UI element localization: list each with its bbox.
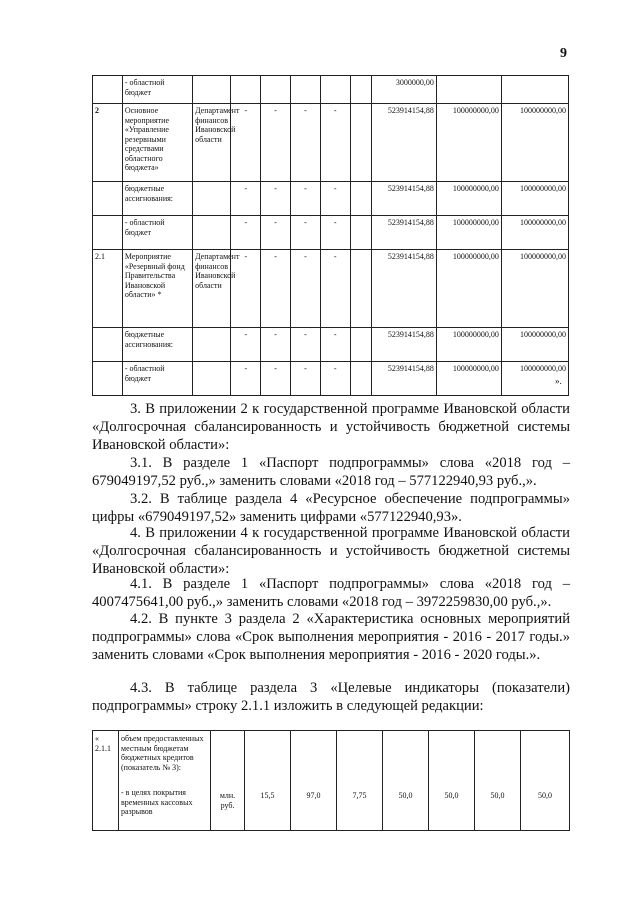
value-2018: 523914154,88 [371, 104, 436, 182]
indicator-unit: млн. руб. [211, 731, 245, 831]
indicator-name-cell [119, 731, 211, 831]
indicator-value: 97,0 [291, 731, 337, 831]
row-dash: - [291, 182, 321, 216]
row-dash: - [291, 250, 321, 328]
paragraph-4-3-text: 4.3. В таблице раздела 3 «Целевые индикаторы (показатели) подпрограммы» строку 2.1.1 изложить в следующей редакции: [92, 680, 570, 714]
row-number [93, 362, 123, 396]
value-2020: 100000000,00 [501, 362, 568, 396]
table-row [93, 362, 569, 396]
indicator-table [92, 730, 570, 831]
value-2020: 100000000,00 [501, 182, 568, 216]
indicator-value: 15,5 [245, 731, 291, 831]
indicator-value: 50,0 [521, 731, 570, 831]
value-2019: 100000000,00 [436, 250, 501, 328]
row-dash: - [320, 104, 350, 182]
value-2019: 100000000,00 [436, 328, 501, 362]
value-2018: 523914154,88 [371, 182, 436, 216]
row-dash: - [261, 250, 291, 328]
row-blank [350, 104, 371, 182]
value-2018: 523914154,88 [371, 362, 436, 396]
paragraph-3-1-text: 3.1. В разделе 1 «Паспорт подпрограммы» слова «2018 год – 679049197,52 руб.,» заменить словами «2018 год – 577122940,93 руб.,». [92, 455, 570, 489]
paragraph-4-1-text: 4.1. В разделе 1 «Паспорт подпрограммы» слова «2018 год – 4007475641,00 руб.,» заменить словами «2018 год – 3972259830,00 руб.,». [92, 576, 570, 610]
value-2020: 100000000,00 [501, 104, 568, 182]
paragraph-4-3 [92, 679, 570, 715]
row-dash: - [231, 182, 261, 216]
row-dash: - [291, 104, 321, 182]
row-number [93, 182, 123, 216]
row-dash: - [320, 250, 350, 328]
row-name: - областной бюджет [122, 362, 192, 396]
row-number: 2.1 [93, 250, 123, 328]
paragraph-4-text: 4. В приложении 4 к государственной программе Ивановской области «Долгосрочная сбалансированность и устойчивость бюджетной системы Ивановской области»: [92, 525, 570, 577]
indicator-name: объем предоставленных местным бюджетам бюджетных кредитов (показатель № 3): [121, 734, 204, 772]
row-dash: - [231, 104, 261, 182]
row-number [93, 76, 123, 104]
paragraph-3 [92, 400, 570, 454]
row-name: бюджетные ассигнования: [122, 328, 192, 362]
resource-table [92, 75, 569, 396]
table-closing-mark: ». [555, 376, 562, 386]
indicator-value: 7,75 [337, 731, 383, 831]
table-row [93, 216, 569, 250]
value-2019: 100000000,00 [436, 362, 501, 396]
row-blank [350, 76, 371, 104]
value-2020 [501, 76, 568, 104]
row-dash [291, 76, 321, 104]
row-dash [261, 76, 291, 104]
row-number: 2 [93, 104, 123, 182]
row-dash: - [231, 328, 261, 362]
value-2019: 100000000,00 [436, 182, 501, 216]
row-dash: - [320, 328, 350, 362]
row-executor [193, 362, 231, 396]
value-2019 [436, 76, 501, 104]
row-dash: - [231, 250, 261, 328]
row-dash: - [320, 182, 350, 216]
row-dash [231, 76, 261, 104]
value-2018: 3000000,00 [371, 76, 436, 104]
table-row [93, 328, 569, 362]
indicator-sub-name: - в целях покрытия временных кассовых разрывов [121, 788, 193, 816]
value-2019: 100000000,00 [436, 104, 501, 182]
paragraph-4-2 [92, 610, 570, 664]
row-name: Основное мероприятие «Управление резервными средствами областного бюджета» [122, 104, 192, 182]
value-2018: 523914154,88 [371, 328, 436, 362]
table-row [93, 731, 570, 831]
row-name: бюджетные ассигнования: [122, 182, 192, 216]
row-executor: Департамент финансов Ивановской области [193, 104, 231, 182]
indicator-value: 50,0 [475, 731, 521, 831]
row-dash: - [320, 216, 350, 250]
paragraph-3-2 [92, 490, 570, 526]
row-dash: - [291, 362, 321, 396]
row-dash: - [291, 216, 321, 250]
row-dash: - [231, 216, 261, 250]
row-number [93, 216, 123, 250]
value-2020: 100000000,00 [501, 328, 568, 362]
row-name: - областной бюджет [122, 216, 192, 250]
row-blank [350, 250, 371, 328]
row-dash: - [261, 182, 291, 216]
row-blank [350, 182, 371, 216]
row-dash: - [320, 362, 350, 396]
row-blank [350, 328, 371, 362]
paragraph-4 [92, 524, 570, 578]
row-number [93, 328, 123, 362]
indicator-value: 50,0 [383, 731, 429, 831]
row-dash: - [261, 362, 291, 396]
page-number: 9 [560, 46, 567, 61]
row-dash: - [261, 216, 291, 250]
paragraph-4-1 [92, 575, 570, 611]
value-2019: 100000000,00 [436, 216, 501, 250]
value-2018: 523914154,88 [371, 250, 436, 328]
row-executor [193, 216, 231, 250]
row-blank [350, 362, 371, 396]
row-dash: - [231, 362, 261, 396]
value-2018: 523914154,88 [371, 216, 436, 250]
table-row [93, 104, 569, 182]
indicator-number: « 2.1.1 [93, 731, 119, 831]
value-2020: 100000000,00 [501, 250, 568, 328]
paragraph-3-text: 3. В приложении 2 к государственной программе Ивановской области «Долгосрочная сбалансированность и устойчивость бюджетной системы Ивановской области»: [92, 401, 570, 453]
row-executor [193, 76, 231, 104]
table-row [93, 182, 569, 216]
row-name: Мероприятие «Резервный фонд Правительства Ивановской области» * [122, 250, 192, 328]
row-name: - областной бюджет [122, 76, 192, 104]
table-row [93, 76, 569, 104]
row-executor [193, 328, 231, 362]
row-dash: - [261, 104, 291, 182]
paragraph-3-1 [92, 454, 570, 490]
table-row [93, 250, 569, 328]
row-dash [320, 76, 350, 104]
row-dash: - [291, 328, 321, 362]
row-executor: Департамент финансов Ивановской области [193, 250, 231, 328]
paragraph-3-2-text: 3.2. В таблице раздела 4 «Ресурсное обеспечение подпрограммы» цифры «679049197,52» заменить цифрами «577122940,93». [92, 491, 570, 525]
value-2020: 100000000,00 [501, 216, 568, 250]
indicator-value: 50,0 [429, 731, 475, 831]
paragraph-4-2-text: 4.2. В пункте 3 раздела 2 «Характеристика основных мероприятий подпрограммы» слова «Срок выполнения мероприятия - 2016 - 2017 годы.» заменить словами «Срок выполнения мероприятия - 2016 - 2020 годы.». [92, 611, 570, 663]
row-executor [193, 182, 231, 216]
row-blank [350, 216, 371, 250]
row-dash: - [261, 328, 291, 362]
